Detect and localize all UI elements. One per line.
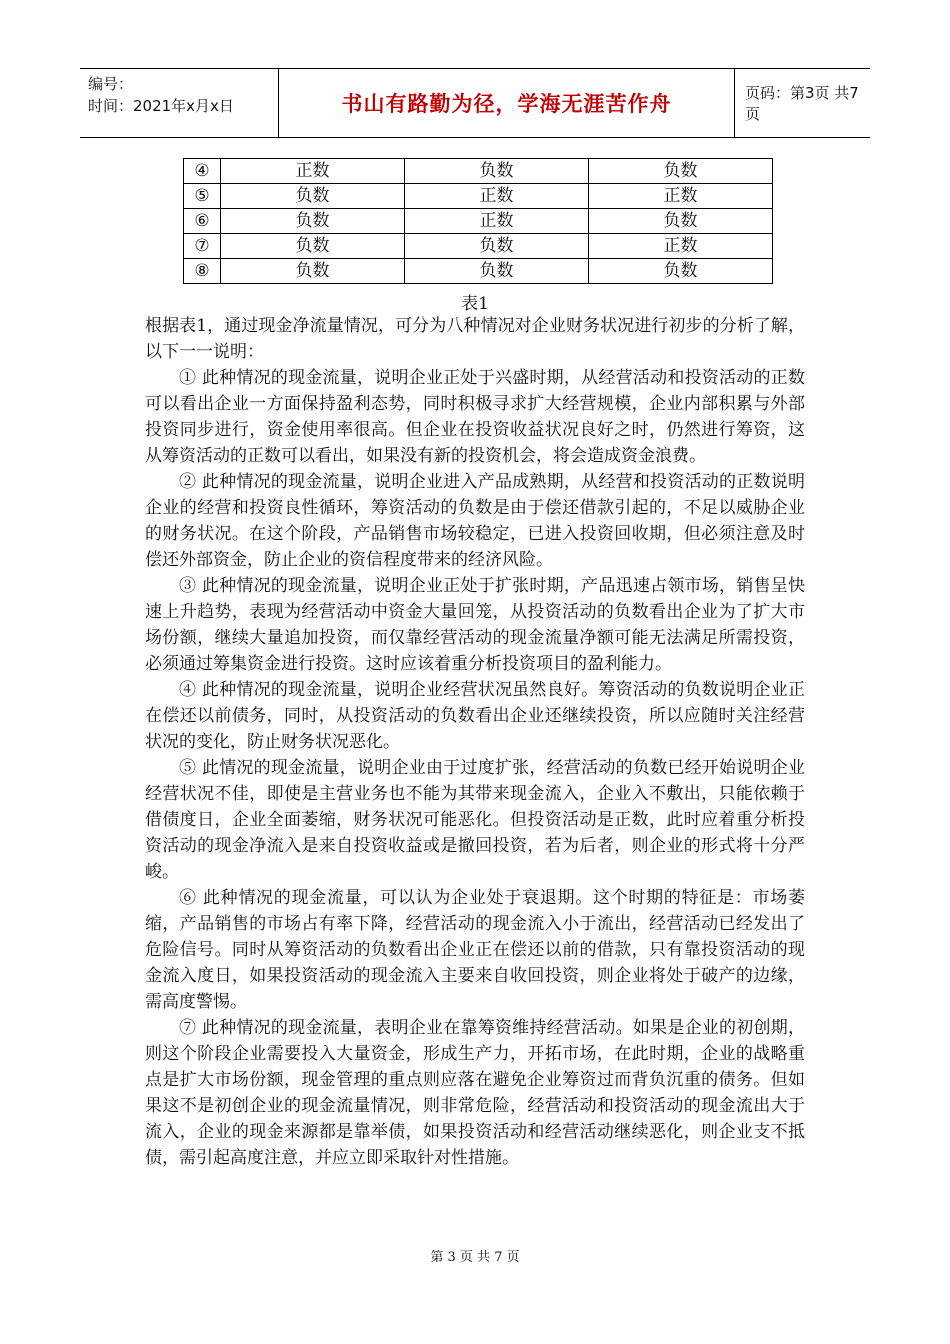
paragraph-case-3: ③ 此种情况的现金流量，说明企业正处于扩张时期，产品迅速占领市场，销售呈快速上升趋势，表现为经营活动中资金大量回笼，从投资活动的负数看出企业为了扩大市场份额，继续大量追加投资，而仅靠经营活动的现金流量净额可能无法满足所需投资，必须通过筹集资金进行投资。这时应该着重分析投资项目的盈利能力。 bbox=[145, 576, 805, 674]
page-header bbox=[80, 68, 870, 138]
page-footer: 第 3 页 共 7 页 bbox=[430, 1250, 520, 1265]
table-row bbox=[184, 184, 773, 209]
row-id: ⑤ bbox=[184, 184, 221, 209]
row-id: ④ bbox=[184, 159, 221, 184]
table-row bbox=[184, 234, 773, 259]
cell-operating: 正数 bbox=[221, 159, 405, 184]
paragraph-case-7: ⑦ 此种情况的现金流量，表明企业在靠筹资维持经营活动。如果是企业的初创期，则这个阶段企业需要投入大量资金，形成生产力，开拓市场，在此时期，企业的战略重点是扩大市场份额，现金管理的重点则应落在避免企业筹资过而背负沉重的债务。但如果这不是初创企业的现金流量情况，则非常危险，经营活动和投资活动的现金流出大于流入，企业的现金来源都是靠举债，如果投资活动和经营活动继续恶化，则企业支不抵债，需引起高度注意，并应立即采取针对性措施。 bbox=[145, 1018, 805, 1168]
cell-financing: 正数 bbox=[589, 184, 773, 209]
cell-investing: 正数 bbox=[405, 184, 589, 209]
paragraph-case-2: ② 此种情况的现金流量，说明企业进入产品成熟期，从经营和投资活动的正数说明企业的经营和投资良性循环，筹资活动的负数是由于偿还借款引起的，不足以威胁企业的财务状况。在这个阶段，产品销售市场较稳定，已进入投资回收期，但必须注意及时偿还外部资金，防止企业的资信程度带来的经济风险。 bbox=[145, 472, 805, 570]
paragraph-case-6: ⑥ 此种情况的现金流量，可以认为企业处于衰退期。这个时期的特征是：市场萎缩，产品销售的市场占有率下降，经营活动的现金流入小于流出，经营活动已经发出了危险信号。同时从筹资活动的负数看出企业正在偿还以前的借款，只有靠投资活动的现金流入度日，如果投资活动的现金流入主要来自收回投资，则企业将处于破产的边缘，需高度警惕。 bbox=[145, 888, 805, 1012]
cell-operating: 负数 bbox=[221, 184, 405, 209]
paragraph-case-5: ⑤ 此情况的现金流量，说明企业由于过度扩张，经营活动的负数已经开始说明企业经营状况不佳，即使是主营业务也不能为其带来现金流入，企业入不敷出，只能依赖于借债度日，企业全面萎缩，财务状况可能恶化。但投资活动是正数，此时应着重分析投资活动的现金净流入是来自投资收益或是撤回投资，若为后者，则企业的形式将十分严峻。 bbox=[145, 758, 805, 882]
table-row bbox=[184, 209, 773, 234]
cell-financing: 正数 bbox=[589, 234, 773, 259]
cell-financing: 负数 bbox=[589, 159, 773, 184]
document-time-label: 时间：2021年x月x日 bbox=[88, 97, 234, 115]
header-motto: 书山有路勤为径，学海无涯苦作舟 bbox=[278, 69, 735, 137]
table-row bbox=[184, 159, 773, 184]
cell-investing: 正数 bbox=[405, 209, 589, 234]
cell-operating: 负数 bbox=[221, 234, 405, 259]
table-row bbox=[184, 259, 773, 284]
row-id: ⑥ bbox=[184, 209, 221, 234]
cash-flow-table bbox=[183, 158, 773, 284]
paragraph-case-1: ① 此种情况的现金流量，说明企业正处于兴盛时期，从经营活动和投资活动的正数可以看出企业一方面保持盈利态势，同时积极寻求扩大经营规模，企业内部积累与外部投资同步进行，资金使用率很高。但企业在投资收益状况良好之时，仍然进行筹资，这从筹资活动的正数可以看出，如果没有新的投资机会，将会造成资金浪费。 bbox=[145, 368, 805, 466]
header-meta bbox=[88, 73, 234, 117]
cell-financing: 负数 bbox=[589, 209, 773, 234]
cell-investing: 负数 bbox=[405, 234, 589, 259]
row-id: ⑧ bbox=[184, 259, 221, 284]
cell-operating: 负数 bbox=[221, 209, 405, 234]
table-caption: 表1 bbox=[461, 294, 489, 314]
cell-operating: 负数 bbox=[221, 259, 405, 284]
document-body bbox=[145, 313, 805, 1171]
cell-investing: 负数 bbox=[405, 159, 589, 184]
cell-investing: 负数 bbox=[405, 259, 589, 284]
intro-paragraph: 根据表1，通过现金净流量情况，可分为八种情况对企业财务状况进行初步的分析了解，以下一一说明： bbox=[145, 316, 805, 362]
row-id: ⑦ bbox=[184, 234, 221, 259]
cell-financing: 负数 bbox=[589, 259, 773, 284]
document-number-label: 编号： bbox=[88, 75, 134, 93]
header-page-info: 页码：第3页 共7页 bbox=[745, 84, 859, 123]
paragraph-case-4: ④ 此种情况的现金流量，说明企业经营状况虽然良好。筹资活动的负数说明企业正在偿还以前债务，同时，从投资活动的负数看出企业还继续投资，所以应随时关注经营状况的变化，防止财务状况恶化。 bbox=[145, 680, 805, 752]
